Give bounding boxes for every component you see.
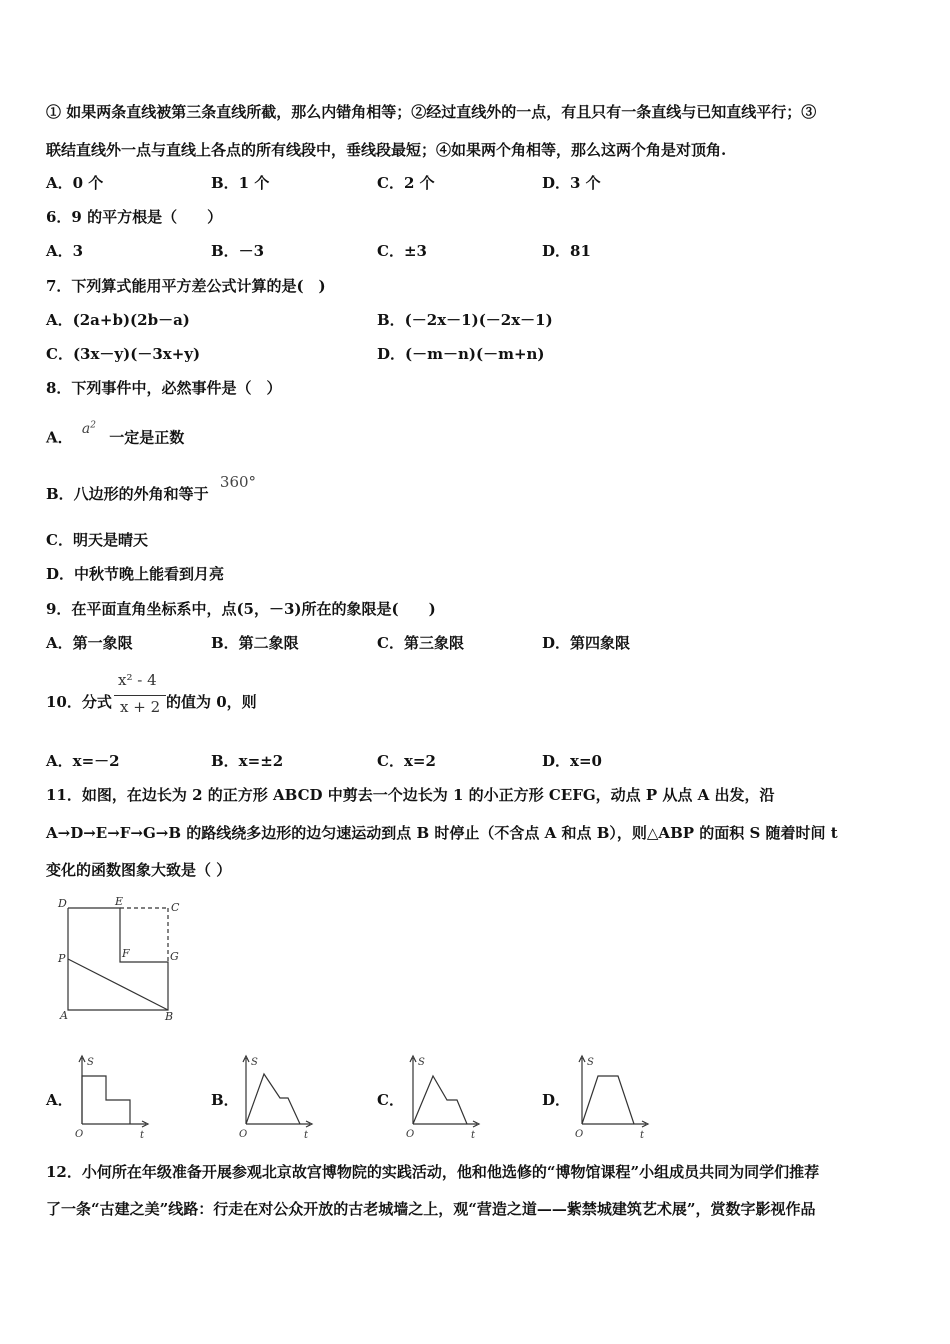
q8-option-c: C．明天是晴天 xyxy=(46,531,148,549)
graph-c-t-label: t xyxy=(471,1130,476,1141)
q6-option-b: B．－3 xyxy=(211,242,265,260)
q8-a-exp: 2 xyxy=(90,420,96,430)
q10-option-a: A．x=－2 xyxy=(46,752,120,770)
label-d: D xyxy=(58,897,67,910)
label-f: F xyxy=(122,947,130,960)
label-c: C xyxy=(171,901,180,914)
q5-option-c: C．2 个 xyxy=(377,174,435,192)
q11-graph-c-label: C． xyxy=(377,1091,404,1109)
graph-a-t-label: t xyxy=(140,1130,145,1141)
q12-line2: 了一条“古建之美”线路：行走在对公众开放的古老城墙之上，观“营造之道——紫禁城建筑艺术展”，赏数字影视作品 xyxy=(46,1200,816,1218)
q7-option-d: D．(－m－n)(－m+n) xyxy=(377,345,545,363)
graph-c-s-label: S xyxy=(418,1057,425,1068)
label-p: P xyxy=(58,952,66,965)
graph-b-o-label: O xyxy=(239,1129,248,1140)
q12-line1: 12．小何所在年级准备开展参观北京故宫博物院的实践活动，他和他选修的“博物馆课程”小组成员共同为同学们推荐 xyxy=(46,1163,820,1181)
q10-suffix: 的值为 0，则 xyxy=(166,693,257,711)
graph-b-s-label: S xyxy=(251,1057,258,1068)
q8-a-base: a xyxy=(81,420,91,437)
figure-polygon xyxy=(68,908,168,1010)
graph-b-curve xyxy=(246,1074,300,1124)
q6-option-c: C．±3 xyxy=(377,242,427,260)
q9-option-a: A．第一象限 xyxy=(46,634,133,652)
q6-option-d: D．81 xyxy=(542,242,591,260)
label-a: A xyxy=(60,1009,68,1022)
label-e: E xyxy=(115,895,124,908)
figure-segment-pb xyxy=(68,959,168,1010)
q8-option-b-math: 360° xyxy=(219,473,257,491)
q5-option-d: D．3 个 xyxy=(542,174,601,192)
q6-option-a: A．3 xyxy=(46,242,84,260)
q10-option-c: C．x=2 xyxy=(377,752,436,770)
graph-c-o-label: O xyxy=(406,1129,415,1140)
q10-option-b: B．x=±2 xyxy=(211,752,284,770)
graph-d-t-label: t xyxy=(640,1130,645,1141)
graph-a-curve xyxy=(82,1076,130,1124)
q11-graph-d xyxy=(574,1052,654,1142)
q11-graph-b-label: B． xyxy=(211,1091,239,1109)
q11-graph-d-label: D． xyxy=(542,1091,571,1109)
graph-c-curve xyxy=(413,1076,467,1124)
label-b: B xyxy=(165,1010,174,1023)
q8-option-a-math xyxy=(82,421,96,437)
q11-line1: 11．如图，在边长为 2 的正方形 ABCD 中剪去一个边长为 1 的小正方形 CEFG，动点 P 从点 A 出发，沿 xyxy=(46,786,775,804)
q5-line2: 联结直线外一点与直线上各点的所有线段中，垂线段最短；④如果两个角相等，那么这两个角是对顶角. xyxy=(46,141,727,159)
q9-option-d: D．第四象限 xyxy=(542,634,631,652)
graph-d-o-label: O xyxy=(575,1129,584,1140)
q11-graph-b xyxy=(238,1052,318,1142)
q11-graph-c xyxy=(405,1052,485,1142)
q7-option-a: A．(2a+b)(2b－a) xyxy=(46,311,190,329)
q10-option-d: D．x=0 xyxy=(542,752,602,770)
q8-option-b-label: B．八边形的外角和等于 xyxy=(46,485,209,503)
graph-d-s-label: S xyxy=(587,1057,594,1068)
label-g: G xyxy=(170,950,179,963)
q11-square-figure xyxy=(55,893,195,1023)
q5-option-b: B．1 个 xyxy=(211,174,270,192)
q11-graph-a xyxy=(74,1052,154,1142)
q9-option-b: B．第二象限 xyxy=(211,634,299,652)
q5-line1: ① 如果两条直线被第三条直线所截，那么内错角相等；②经过直线外的一点，有且只有一条直线与已知直线平行；③ xyxy=(46,103,817,121)
q9-option-c: C．第三象限 xyxy=(377,634,464,652)
q10-prefix: 10．分式 xyxy=(46,693,112,711)
q11-line3: 变化的函数图象大致是（ ） xyxy=(46,861,232,879)
q10-numerator: x² - 4 xyxy=(118,671,157,689)
q6-stem: 6．9 的平方根是（ ） xyxy=(46,208,223,226)
q7-stem: 7．下列算式能用平方差公式计算的是( ) xyxy=(46,277,326,295)
q8-option-b xyxy=(46,473,257,504)
graph-a-s-label: S xyxy=(87,1057,94,1068)
q8-option-a-label: A． xyxy=(46,428,73,447)
q7-option-b: B．(－2x－1)(－2x－1) xyxy=(377,311,553,329)
q8-option-d: D．中秋节晚上能看到月亮 xyxy=(46,565,225,583)
q8-option-a xyxy=(46,420,185,449)
q8-option-a-text: 一定是正数 xyxy=(109,428,185,447)
graph-b-t-label: t xyxy=(304,1130,309,1141)
q10-fraction-bar xyxy=(114,695,166,696)
q7-option-c: C．(3x－y)(－3x+y) xyxy=(46,345,201,363)
q11-graph-a-label: A． xyxy=(46,1091,73,1109)
graph-a-o-label: O xyxy=(75,1129,84,1140)
q10-denominator: x + 2 xyxy=(120,698,161,716)
graph-d-curve xyxy=(582,1076,634,1124)
q9-stem: 9．在平面直角坐标系中，点(5，－3)所在的象限是( ) xyxy=(46,600,436,618)
q11-line2: A→D→E→F→G→B 的路线绕多边形的边匀速运动到点 B 时停止（不含点 A 和点 B），则△ABP 的面积 S 随着时间 t xyxy=(46,824,838,842)
q8-stem: 8．下列事件中，必然事件是（ ） xyxy=(46,379,282,397)
q5-option-a: A．0 个 xyxy=(46,174,104,192)
